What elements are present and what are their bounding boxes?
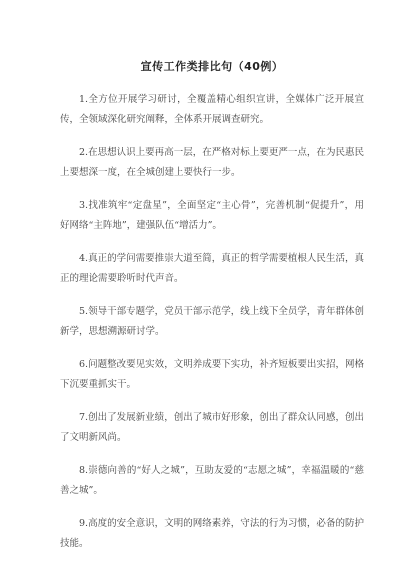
paragraph-8: 8.崇德向善的“好人之城”，互助友爱的“志愿之城”，幸福温暖的“慈善之城”。 xyxy=(60,465,364,496)
paragraph-4: 4.真正的学问需要推崇大道至简，真正的哲学需要植根人民生活，真正的理论需要聆听时代声音。 xyxy=(60,253,364,284)
paragraph-6: 6.问题整改要见实效，文明养成要下实功，补齐短板要出实招，网格下沉要重抓实干。 xyxy=(60,359,364,390)
paragraph-7: 7.创出了发展新业绩，创出了城市好形象，创出了群众认同感，创出了文明新风尚。 xyxy=(60,412,364,443)
paragraph-1: 1.全方位开展学习研讨，全覆盖精心组织宣讲，全媒体广泛开展宣传，全领域深化研究阐释，全体系开展调查研究。 xyxy=(60,94,364,125)
paragraph-5: 5.领导干部专题学，党员干部示范学，线上线下全员学，青年群体创新学，思想溯源研讨学。 xyxy=(60,306,364,337)
paragraph-3: 3.找准筑牢“定盘星”，全面坚定“主心骨”，完善机制“促提升”，用好网络“主阵地”，建强队伍“增活力”。 xyxy=(60,200,364,231)
document-title: 宣传工作类排比句（40例） xyxy=(140,60,284,73)
paragraph-2: 2.在思想认识上要再高一层，在严格对标上要更严一点，在为民惠民上要想深一度，在全城创建上要快行一步。 xyxy=(60,147,364,178)
paragraph-9: 9.高度的安全意识，文明的网络素养，守法的行为习惯，必备的防护技能。 xyxy=(60,518,364,549)
paragraph-list xyxy=(60,90,364,554)
